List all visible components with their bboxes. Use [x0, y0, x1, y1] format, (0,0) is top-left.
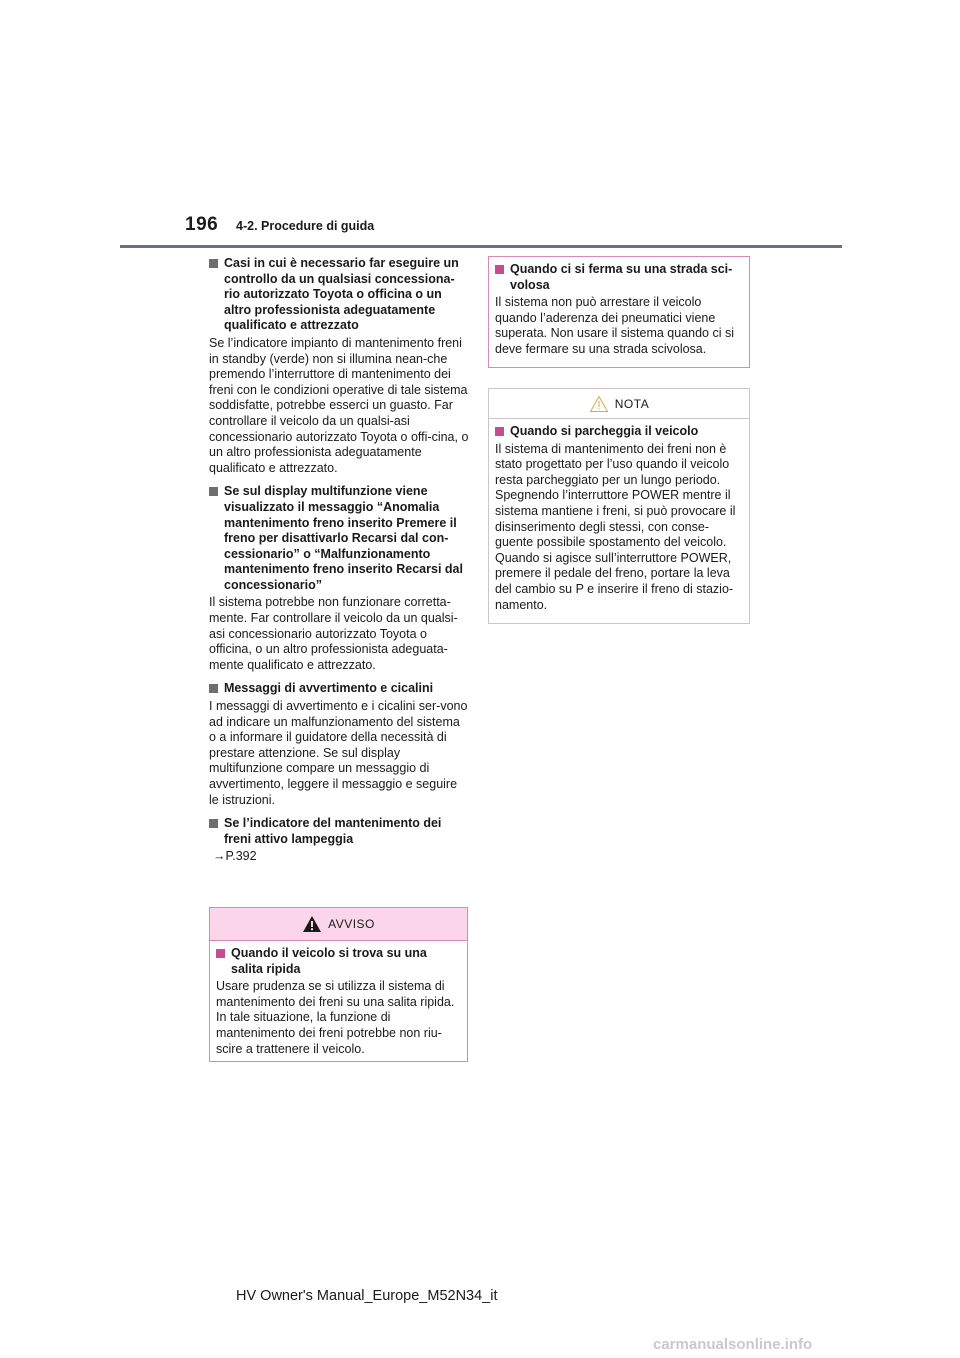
- item-heading: Quando ci si ferma su una strada sci-volosa: [495, 262, 743, 293]
- square-bullet-icon: [209, 819, 218, 828]
- square-bullet-icon: [209, 684, 218, 693]
- caution-outline-icon: [589, 395, 609, 413]
- section-title: 4-2. Procedure di guida: [236, 219, 375, 233]
- page-reference-link[interactable]: →P.392: [213, 849, 257, 864]
- warning-triangle-icon: [302, 915, 322, 933]
- list-item: [209, 256, 469, 476]
- warning-label: AVVISO: [328, 917, 375, 931]
- square-bullet-icon: [495, 427, 504, 436]
- watermark[interactable]: carmanualsonline.info: [653, 1336, 813, 1353]
- note-box-header: [489, 389, 749, 419]
- item-heading: Casi in cui è necessario far eseguire un controllo da un qualsiasi concessiona-rio autorizzato Toyota o officina o un altro professionista adeguatamente qualificato e attrezzato: [209, 256, 469, 334]
- list-item: [209, 816, 469, 865]
- note-label: NOTA: [614, 396, 650, 411]
- footer-manual-name: HV Owner's Manual_Europe_M52N34_it: [236, 1288, 498, 1304]
- square-bullet-icon: [495, 265, 504, 274]
- warning-box-content: [210, 941, 467, 1057]
- item-heading: Quando si parcheggia il veicolo: [495, 424, 743, 440]
- tip-box: [488, 256, 750, 368]
- item-heading: Messaggi di avvertimento e cicalini: [209, 681, 469, 697]
- item-body: Se l’indicatore impianto di mantenimento freni in standby (verde) non si illumina nean-che premendo l’interruttore di mantenimento dei freni con le condizioni operative di tale sistema soddisfatte, potrebbe esserci un guasto. Far controllare il veicolo da un qualsi-asi concessionario autorizzato Toyota o offi-cina, o un altro professionista adeguatamente qualificato e attrezzato.: [209, 335, 469, 475]
- square-bullet-icon: [209, 259, 218, 268]
- list-item: [209, 484, 469, 673]
- item-body: Il sistema non può arrestare il veicolo quando l’aderenza dei pneumatici viene superata. Non usare il sistema quando ci si deve fermare su una strada scivolosa.: [495, 295, 735, 356]
- square-bullet-icon: [209, 487, 218, 496]
- item-heading: Se sul display multifunzione viene visualizzato il messaggio “Anomalia mantenimento freno inserito Premere il freno per disattivarlo Recarsi dal con-cessionario” o “Malfunzionamento mantenimento freno inserito Recarsi dal concessionario”: [209, 484, 469, 593]
- warning-box-header: [210, 908, 467, 941]
- page-number: 196: [185, 214, 219, 235]
- list-item: [209, 681, 469, 808]
- item-body: Il sistema di mantenimento dei freni non è stato progettato per l’uso quando il veicolo resta parcheggiato per un lungo periodo. Spegnendo l’interruttore POWER mentre il sistema mantiene i freni, si può provocare il disinserimento degli stessi, con conse-guente possibile spostamento del veicolo. Quando si agisce sull’interruttore POWER, premere il pedale del freno, portare la leva del cambio su P e inserire il freno di stazio-namento.: [495, 441, 736, 612]
- item-body: I messaggi di avvertimento e i cicalini ser-vono ad indicare un malfunzionamento del sistema o a informare il guidatore della necessità di prestare attenzione. Se sul display multifunzione compare un messaggio di avvertimento, leggere il messaggio e seguire le istruzioni.: [209, 699, 468, 807]
- item-body: Usare prudenza se si utilizza il sistema di mantenimento dei freni su una salita ripida. In tale situazione, la funzione di mantenimento dei freni potrebbe non riu-scire a trattenere il veicolo.: [216, 979, 455, 1056]
- item-heading: Quando il veicolo si trova su una salita ripida: [216, 946, 461, 977]
- warning-box: [209, 907, 468, 1062]
- header-rule: [120, 245, 842, 248]
- item-heading: Se l’indicatore del mantenimento dei freni attivo lampeggia: [209, 816, 469, 847]
- note-box-content: [489, 419, 749, 613]
- item-body: Il sistema potrebbe non funzionare corretta-mente. Far controllare il veicolo da un qualsi-asi concessionario autorizzato Toyota o officina, o un altro professionista adeguata-mente qualificato e attrezzato.: [209, 595, 458, 672]
- square-bullet-icon: [216, 949, 225, 958]
- note-box: [488, 388, 750, 624]
- left-column: [209, 256, 469, 873]
